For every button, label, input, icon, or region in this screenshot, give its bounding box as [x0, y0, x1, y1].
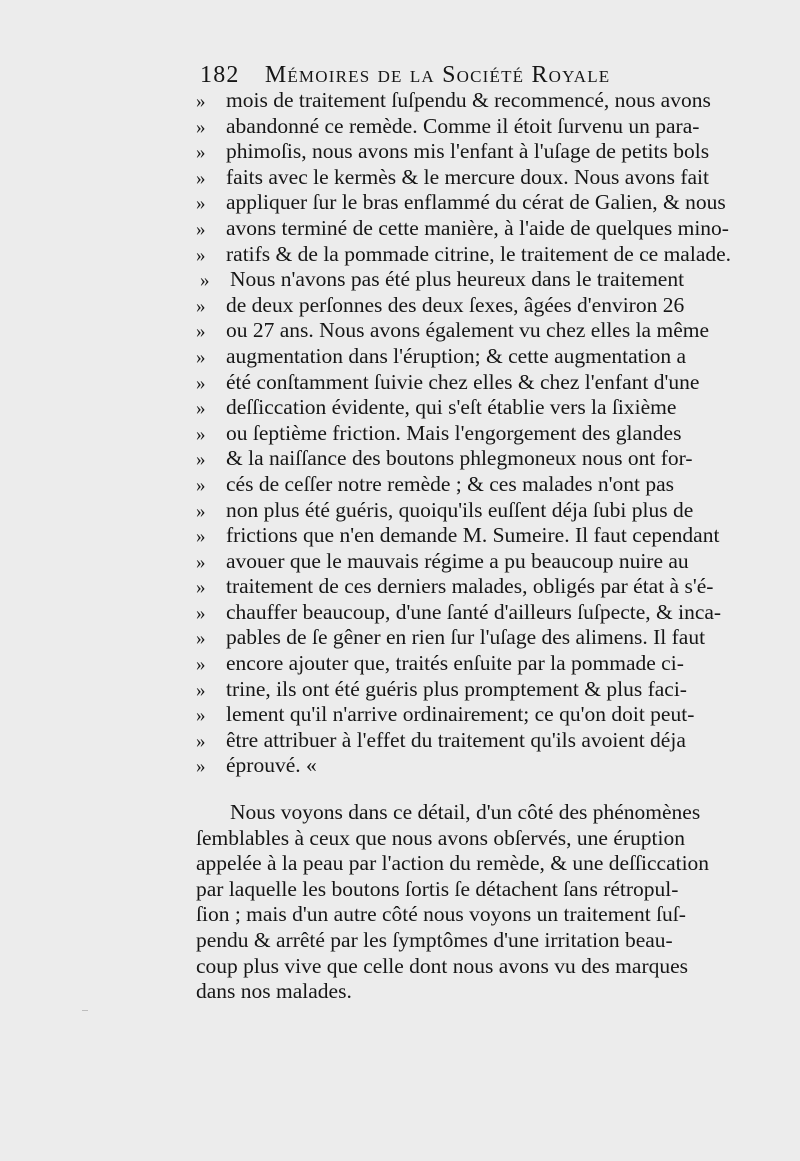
guillemet-mark: »	[196, 449, 206, 471]
paragraph-line	[196, 954, 776, 980]
quote-text: chauffer beaucoup, d'une ſanté d'ailleurs ſuſpecte, & inca-	[226, 599, 722, 624]
quote-line	[196, 498, 776, 524]
quote-text: cés de ceſſer notre remède ; & ces malades n'ont pas	[226, 471, 675, 496]
quote-line	[196, 421, 776, 447]
quote-line	[196, 549, 776, 575]
paragraph-text: appelée à la peau par l'action du remède, & une deſſiccation	[196, 851, 710, 876]
quote-text: lement qu'il n'arrive ordinairement; ce qu'on doit peut-	[226, 702, 695, 727]
paragraph-line	[196, 877, 776, 903]
page-number: 182	[200, 62, 240, 88]
quoted-report	[196, 88, 776, 779]
quote-line	[196, 293, 776, 319]
commentary-paragraph	[196, 800, 776, 1005]
quote-text: appliquer ſur le bras enflammé du cérat de Galien, & nous	[226, 190, 726, 215]
paragraph-line	[196, 800, 776, 826]
paragraph-line	[196, 928, 776, 954]
guillemet-mark: »	[196, 730, 206, 752]
guillemet-mark: »	[196, 142, 206, 164]
quote-line	[196, 139, 776, 165]
guillemet-mark: »	[196, 244, 206, 266]
quote-line	[196, 574, 776, 600]
quote-text: éprouvé. «	[226, 753, 317, 778]
quote-line	[196, 395, 776, 421]
quote-text: faits avec le kermès & le mercure doux. Nous avons fait	[226, 164, 709, 189]
guillemet-mark: »	[196, 628, 206, 650]
paragraph-text: dans nos malades.	[196, 979, 352, 1004]
guillemet-mark: »	[196, 551, 206, 573]
quote-text: être attribuer à l'effet du traitement qu'ils avoient déja	[226, 727, 686, 752]
quote-line	[196, 165, 776, 191]
quote-line	[196, 370, 776, 396]
quote-text: augmentation dans l'éruption; & cette augmentation a	[226, 343, 687, 368]
quote-line	[196, 267, 776, 293]
quote-line	[196, 318, 776, 344]
quote-text: ou 27 ans. Nous avons également vu chez elles la même	[226, 318, 710, 343]
running-title: Mémoires de la Société Royale	[264, 62, 611, 88]
quote-text: & la naiſſance des boutons phlegmoneux nous ont for-	[226, 446, 693, 471]
quote-text: encore ajouter que, traités enſuite par la pommade ci-	[226, 651, 684, 676]
guillemet-mark: »	[200, 270, 210, 292]
quote-line	[196, 344, 776, 370]
guillemet-mark: »	[196, 346, 206, 368]
guillemet-mark: »	[196, 193, 206, 215]
quote-text: ou ſeptième friction. Mais l'engorgement des glandes	[226, 420, 682, 445]
quote-line	[196, 600, 776, 626]
paragraph-text: Nous voyons dans ce détail, d'un côté des phénomènes	[230, 800, 701, 824]
paragraph-text: par laquelle les boutons ſortis ſe détachent ſans rétropul-	[196, 876, 679, 901]
quote-text: été conſtamment ſuivie chez elles & chez l'enfant d'une	[226, 369, 700, 394]
quote-line	[196, 190, 776, 216]
paragraph-line	[196, 902, 776, 928]
quote-text: mois de traitement ſuſpendu & recommencé, nous avons	[226, 88, 711, 112]
quote-text: Nous n'avons pas été plus heureux dans le traitement	[230, 267, 685, 292]
quote-line	[196, 88, 776, 114]
quote-text: non plus été guéris, quoiqu'ils euſſent déja ſubi plus de	[226, 497, 694, 522]
quote-text: trine, ils ont été guéris plus promptement & plus faci-	[226, 676, 687, 701]
guillemet-mark: »	[196, 654, 206, 676]
guillemet-mark: »	[196, 321, 206, 343]
quote-text: phimoſis, nous avons mis l'enfant à l'uſage de petits bols	[226, 139, 710, 164]
paragraph-text: ſemblables à ceux que nous avons obſervés, une éruption	[196, 825, 685, 850]
quote-text: avouer que le mauvais régime a pu beaucoup nuire au	[226, 548, 689, 573]
running-header	[200, 58, 740, 92]
paragraph-line	[196, 979, 776, 1005]
guillemet-mark: »	[196, 91, 206, 112]
quote-text: pables de ſe gêner en rien ſur l'uſage des alimens. Il faut	[226, 625, 706, 650]
quote-line	[196, 753, 776, 779]
guillemet-mark: »	[196, 577, 206, 599]
paragraph-line	[196, 826, 776, 852]
quote-text: frictions que n'en demande M. Sumeire. Il faut cependant	[226, 523, 720, 548]
quote-line	[196, 677, 776, 703]
quote-line	[196, 242, 776, 268]
guillemet-mark: »	[196, 526, 206, 548]
paragraph-text: coup plus vive que celle dont nous avons vu des marques	[196, 953, 689, 978]
quote-text: traitement de ces derniers malades, obligés par état à s'é-	[226, 574, 714, 599]
guillemet-mark: »	[196, 423, 206, 445]
quote-line	[196, 472, 776, 498]
guillemet-mark: »	[196, 218, 206, 240]
guillemet-mark: »	[196, 756, 206, 778]
guillemet-mark: »	[196, 705, 206, 727]
quote-text: deſſiccation évidente, qui s'eſt établie vers la ſixième	[226, 395, 677, 420]
guillemet-mark: »	[196, 679, 206, 701]
quote-text: abandonné ce remède. Comme il étoit ſurvenu un para-	[226, 113, 700, 138]
quote-line	[196, 446, 776, 472]
guillemet-mark: »	[196, 372, 206, 394]
guillemet-mark: »	[196, 116, 206, 138]
guillemet-mark: »	[196, 500, 206, 522]
guillemet-mark: »	[196, 474, 206, 496]
quote-line	[196, 702, 776, 728]
guillemet-mark: »	[196, 398, 206, 420]
guillemet-mark: »	[196, 295, 206, 317]
paragraph-text: ſion ; mais d'un autre côté nous voyons un traitement ſuſ-	[196, 902, 686, 927]
paragraph-line	[196, 851, 776, 877]
quote-text: de deux perſonnes des deux ſexes, âgées d'environ 26	[226, 292, 685, 317]
guillemet-mark: »	[196, 602, 206, 624]
quote-line	[196, 625, 776, 651]
quote-text: ratifs & de la pommade citrine, le traitement de ce malade.	[226, 241, 732, 266]
quote-line	[196, 651, 776, 677]
quote-text: avons terminé de cette manière, à l'aide de quelques mino-	[226, 215, 729, 240]
quote-line	[196, 114, 776, 140]
quote-line	[196, 523, 776, 549]
paragraph-text: pendu & arrêté par les ſymptômes d'une irritation beau-	[196, 927, 673, 952]
quote-line	[196, 728, 776, 754]
guillemet-mark: »	[196, 167, 206, 189]
quote-line	[196, 216, 776, 242]
margin-mark	[82, 1010, 88, 1011]
